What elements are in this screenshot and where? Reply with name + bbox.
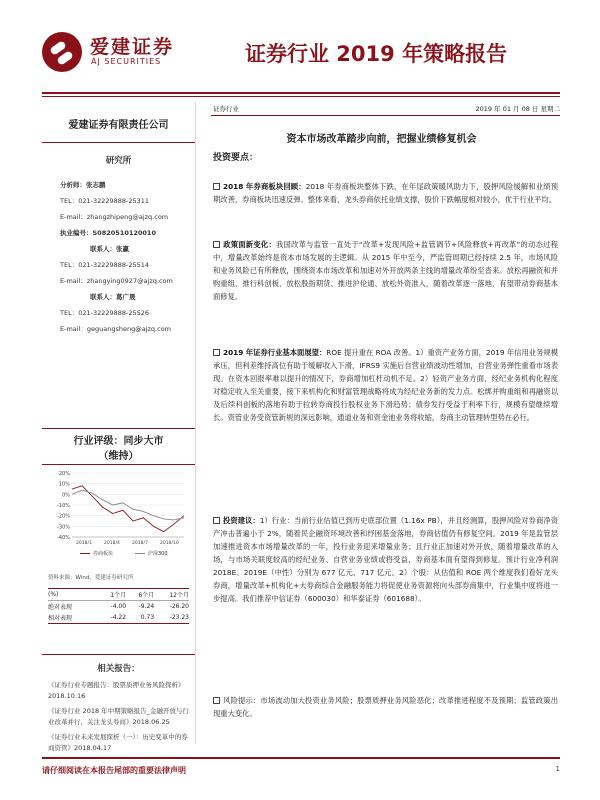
y-tick-label: -30% <box>57 524 70 531</box>
main-rule <box>211 115 560 116</box>
rating-line: 行业评级：同步大市 <box>73 436 164 447</box>
header-rule-thin <box>42 96 560 97</box>
report-title: 证券行业 2019 年策略报告 <box>245 42 508 66</box>
table-cell: 相对表现 <box>48 612 98 624</box>
performance-table <box>48 588 189 624</box>
aj-securities-logo <box>42 32 192 76</box>
logo-cn-text: 爱建证券 <box>90 36 175 58</box>
contact1-email[interactable]: E-mail：zhangying0927@ajzq.com <box>60 277 173 285</box>
divider <box>42 464 195 465</box>
checkbox-bullet-icon <box>213 241 220 248</box>
contact2-email[interactable]: E-mail：geguangsheng@ajzq.com <box>60 325 172 333</box>
divider <box>42 428 195 429</box>
paragraph-lead: 2018 年券商板块回顾： <box>223 182 306 191</box>
footer-rule <box>42 757 560 759</box>
y-tick-label: -40% <box>57 535 70 541</box>
y-tick-label: -10% <box>57 503 70 509</box>
paragraph-body: 2018 年券商板块整体下跌，在年尾政策暖风助力下，股押风险缓解和业绩预期改善，券商板块迅速反弹。整体来看，龙头券商依托业绩支撑，股价下跌幅度相对较小，优于行业平均。 <box>213 182 558 204</box>
table-cell: 绝对表现 <box>48 601 98 613</box>
contact2-line: 联系人：葛广晟 <box>90 293 136 301</box>
rating-note: （维持） <box>98 451 139 462</box>
x-tick-label: 2018/10 <box>160 541 179 546</box>
legal-disclaimer-link[interactable]: 请仔细阅读在本报告尾部的重要法律声明 <box>42 766 186 775</box>
paragraph-risk <box>213 694 558 720</box>
paragraph-review <box>213 180 558 206</box>
report-date: 2019 年 01 月 08 日 星期二 <box>475 105 560 113</box>
legend-label: 券商板块 <box>93 551 114 557</box>
research-label: 研究所 <box>105 156 132 166</box>
table-header-cell: (%) <box>48 589 98 601</box>
x-tick-label: 2018/7 <box>132 541 148 546</box>
logo-mark-icon <box>42 32 82 72</box>
table-header-row <box>48 589 189 601</box>
divider <box>42 654 195 655</box>
table-cell: 0.73 <box>126 612 154 624</box>
paragraph-body: 风险提示：市场波动加大投资业务风险；股票质押业务风险恶化；改革推进程度不及预期；监管政策出现重大变化。 <box>213 696 558 718</box>
table-cell: -23.23 <box>154 612 189 624</box>
related-reports-title: 相关报告： <box>97 664 140 674</box>
paragraph-body: ROE 提升重在 ROA 改善。1）重资产业务方面，2019 年信用业务规模承压，但利差维持高位有助于缓解收入下滑，IFRS9 实施后自营业绩波动性增加，自营业务弹性重看市场表现。在资本回报率难以提升的情况下，券商增加杠杆动机不足。2）轻资产业务方面，经纪业务机构化程度对稳定收入至关重要，接下来机构化和财富管理战略将成为经纪业务新的发力点。松绑并购重组和再融资以及后续科创板的落地有助于拉转券商投行股权业务下滑趋势；债券发行受益于利率下行，规模有望继续增长。资管业务受资管新规的深远影响，通道业务和资金池业务将收缩，券商主动管理转型势在必行。 <box>213 348 558 422</box>
checkbox-bullet-icon <box>213 349 220 356</box>
analyst-line: 分析师：张志鹏 <box>60 181 106 189</box>
table-cell: -26.20 <box>154 601 189 613</box>
table-header-cell: 1个月 <box>98 589 126 601</box>
industry-rating <box>42 434 195 464</box>
main-content <box>203 102 560 744</box>
page-number: 1 <box>555 765 560 773</box>
y-tick-label: 10% <box>58 481 70 488</box>
checkbox-bullet-icon <box>213 697 220 704</box>
report-header <box>0 0 600 95</box>
company-name: 爱建证券有限责任公司 <box>68 120 169 131</box>
x-tick-label: 2018/1 <box>76 541 92 546</box>
related-report-link[interactable]: 《证券行业未来发展探析（一）：历史变革中的券商资管》2018.04.17 <box>48 733 188 752</box>
divider <box>42 142 195 143</box>
y-tick-label: 20% <box>58 471 70 477</box>
paragraph-lead: 2019 年证券行业基本面展望： <box>223 348 327 357</box>
paragraph-lead: 投资建议： <box>223 516 260 525</box>
paragraph-body: 1）行业：当前行业估值已到历史底部位置（1.16x PB），并且经测算，股押风险对券商净资产冲击普遍小于 2%，随着民企融资环境改善和纾困基金落地，券商估值仍有修复空间。2019 年是监管层加速推进资本市场增量改革的一年，投行业务迎来增量业务；且行业正加速对外开放，随着增量改革的入场，与市场关联度较高的经纪业务、自营业务业绩或将受益，券商基本面有望得到修复。预计行业净利润 2018E、2019E（中性）分别为 677 亿元、717 亿元。2）个股：从估值和 ROE 两个维度我们看好龙头券商，增量改革+机构化+大券商综合金融服务能力将促使业务资源将向头部券商集中，行业集中度将进一步提高。我们推荐中信证券（600030）和华泰证券（601688）。 <box>213 516 559 603</box>
x-tick-label: 2018/4 <box>104 541 120 546</box>
analyst-tel: TEL：021-32229888-25311 <box>60 197 150 205</box>
report-subtitle: 资本市场改革踏步向前，把握业绩修复机会 <box>286 134 477 145</box>
industry-tag: 证券行业 <box>213 105 239 113</box>
analyst-email[interactable]: E-mail：zhangzhipeng@ajzq.com <box>60 213 169 221</box>
related-report-link[interactable]: 《证券行业专题报告：股票质押业务风险探析》2018.10.16 <box>48 681 185 700</box>
paragraph-policy <box>213 238 558 303</box>
legend-label: 沪深300 <box>148 551 168 557</box>
key-points-title: 投资要点： <box>213 153 259 163</box>
checkbox-bullet-icon <box>213 517 220 524</box>
table-header-cell: 6个月 <box>126 589 154 601</box>
paragraph-lead: 政策面新变化： <box>223 240 277 249</box>
checkbox-bullet-icon <box>213 183 220 190</box>
chart-source-note: 资料来源：Wind，爱建证券研究所 <box>48 575 134 581</box>
related-report-link[interactable]: 《证券行业 2018 年中期策略报告_金融开放与行业改革并行，关注龙头券商》2018.06.25 <box>48 707 189 726</box>
series-line-0 <box>72 486 184 532</box>
table-cell: -4.00 <box>98 601 126 613</box>
contact1-line: 联系人：张赢 <box>90 245 129 253</box>
logo-en-text: AJ SECURITIES <box>91 57 162 66</box>
license-number: 执业编号：S0820510120010 <box>60 229 156 237</box>
contact1-tel: TEL：021-32229888-25514 <box>60 261 150 269</box>
sidebar <box>42 102 196 752</box>
paragraph-outlook <box>213 346 558 424</box>
table-header-cell: 12个月 <box>154 589 189 601</box>
header-rule <box>42 92 560 94</box>
y-tick-label: 0% <box>62 492 70 499</box>
price-chart-svg <box>48 469 189 564</box>
paragraph-advice <box>213 514 558 605</box>
table-row <box>48 612 189 624</box>
paragraph-body: 我国改革与监管一直处于“改革+发现风险+监管调节+风险释放+再改革”的动态过程中，增量改革始终是资本市场发展的主逻辑。从 2015 年中至今，严监管周期已经持续 2.5 年，市场风险和业务风险已有所释放，围绕资本市场改革和加速对外开放两条主线的增量改革纷至沓来。放松再融资和并购重组、推行科创板、放松股指期货、推进沪伦通、放松外资准入，随着改革逐一落地，有望带动券商基本面修复。 <box>213 240 559 301</box>
y-tick-label: -20% <box>57 513 70 520</box>
contact2-tel: TEL：021-32229888-25526 <box>60 309 150 317</box>
table-cell: -4.22 <box>98 612 126 624</box>
table-cell: -9.24 <box>126 601 154 613</box>
table-row <box>48 601 189 613</box>
price-chart <box>48 469 189 564</box>
